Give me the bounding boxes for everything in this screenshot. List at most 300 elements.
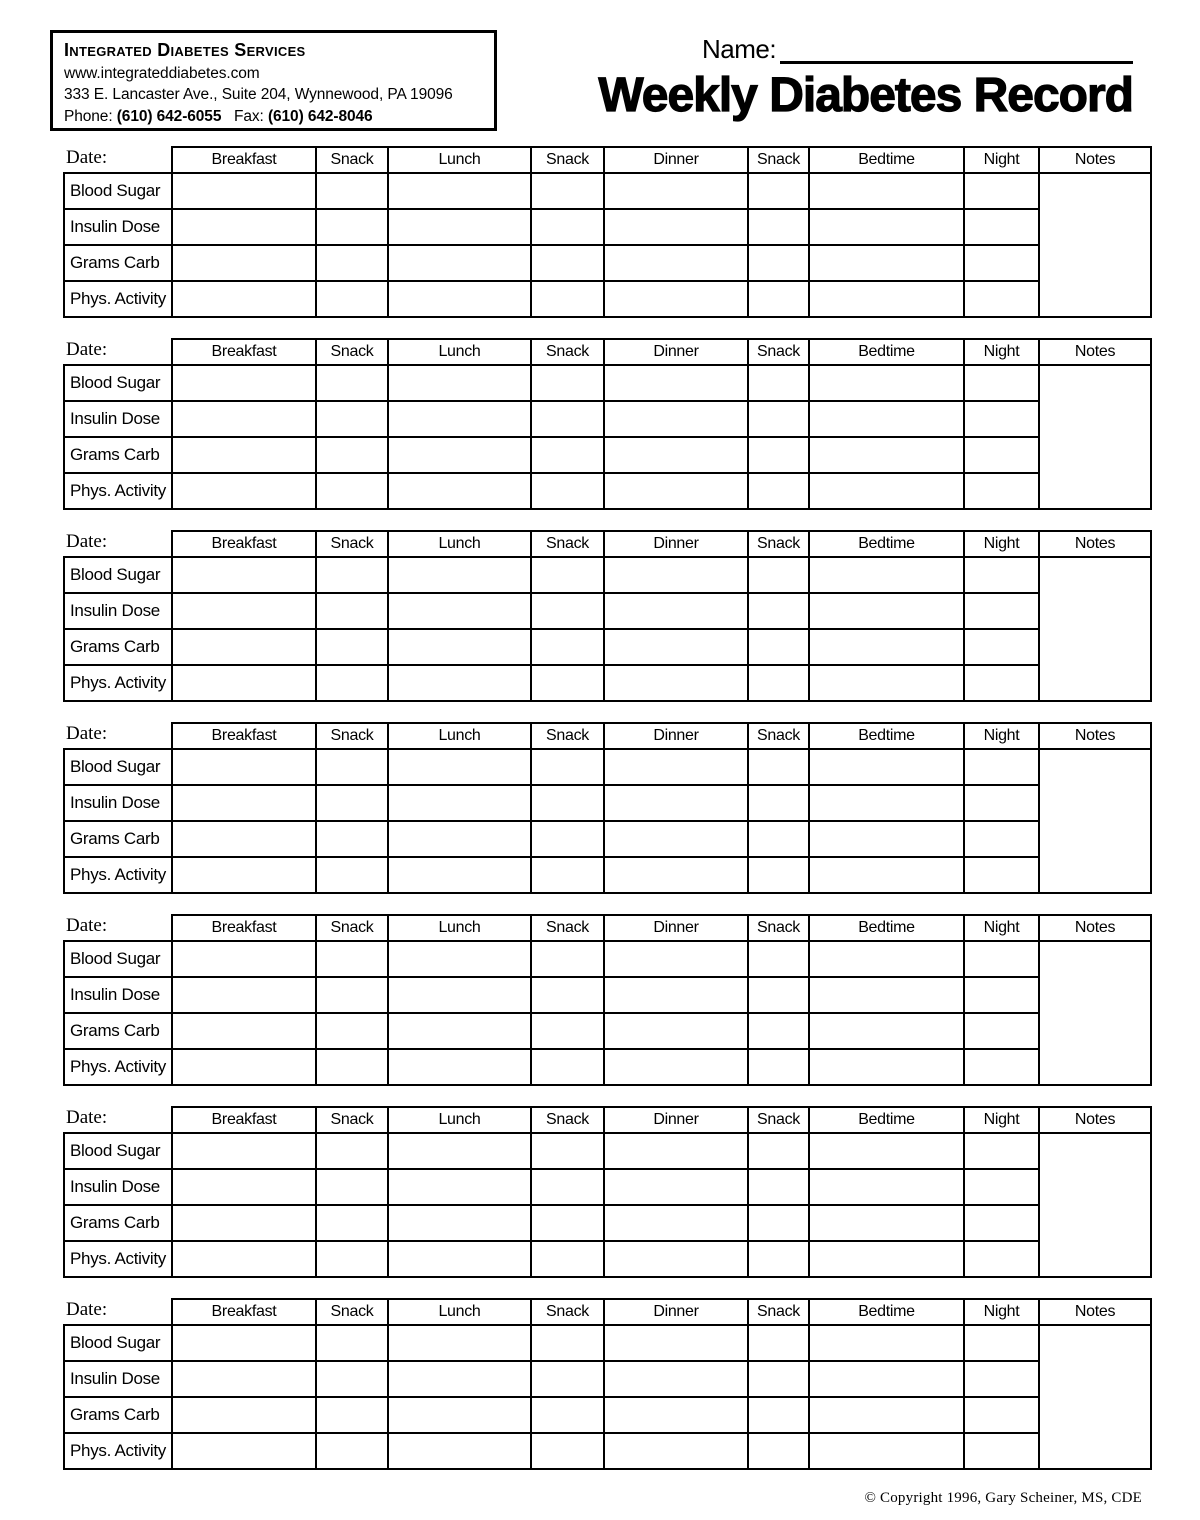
col-header-lunch: Lunch <box>388 1107 531 1133</box>
entry-cell-activity-bedtime[interactable] <box>809 857 964 893</box>
entry-cell-blood-sugar-snack-eve[interactable] <box>748 365 809 401</box>
org-info-box <box>50 30 497 131</box>
entry-cell-blood-sugar-bedtime[interactable] <box>809 941 964 977</box>
entry-cell-activity-snack-pm[interactable] <box>531 1049 604 1085</box>
entry-cell-carb-snack-eve[interactable] <box>748 1013 809 1049</box>
entry-cell-activity-night[interactable] <box>964 857 1039 893</box>
entry-cell-carb-lunch[interactable] <box>388 1013 531 1049</box>
entry-cell-blood-sugar-dinner[interactable] <box>604 749 748 785</box>
entry-cell-insulin-snack-eve[interactable] <box>748 401 809 437</box>
entry-cell-blood-sugar-snack-am[interactable] <box>316 1325 388 1361</box>
entry-cell-blood-sugar-snack-am[interactable] <box>316 941 388 977</box>
entry-cell-blood-sugar-lunch[interactable] <box>388 1133 531 1169</box>
col-header-bedtime: Bedtime <box>809 915 964 941</box>
col-header-notes: Notes <box>1039 531 1151 557</box>
row-label-blood-sugar: Blood Sugar <box>64 557 172 593</box>
date-label[interactable]: Date: <box>66 915 108 936</box>
entry-cell-activity-breakfast[interactable] <box>172 665 316 701</box>
entry-cell-activity-night[interactable] <box>964 281 1039 317</box>
col-header-notes: Notes <box>1039 1299 1151 1325</box>
entry-cell-blood-sugar-bedtime[interactable] <box>809 1325 964 1361</box>
entry-cell-activity-snack-am[interactable] <box>316 1049 388 1085</box>
entry-cell-insulin-snack-am[interactable] <box>316 401 388 437</box>
entry-cell-insulin-breakfast[interactable] <box>172 209 316 245</box>
entry-cell-insulin-dinner[interactable] <box>604 209 748 245</box>
col-header-bedtime: Bedtime <box>809 339 964 365</box>
entry-cell-carb-breakfast[interactable] <box>172 629 316 665</box>
entry-cell-activity-lunch[interactable] <box>388 281 531 317</box>
entry-cell-insulin-snack-pm[interactable] <box>531 593 604 629</box>
entry-cell-activity-dinner[interactable] <box>604 857 748 893</box>
entry-cell-activity-snack-am[interactable] <box>316 1433 388 1469</box>
row-label-blood-sugar: Blood Sugar <box>64 173 172 209</box>
entry-cell-carb-snack-am[interactable] <box>316 629 388 665</box>
entry-cell-insulin-snack-pm[interactable] <box>531 401 604 437</box>
entry-cell-activity-snack-am[interactable] <box>316 857 388 893</box>
entry-cell-insulin-snack-am[interactable] <box>316 209 388 245</box>
entry-cell-activity-dinner[interactable] <box>604 473 748 509</box>
entry-cell-carb-dinner[interactable] <box>604 821 748 857</box>
row-label-grams-carb: Grams Carb <box>64 1205 172 1241</box>
entry-cell-blood-sugar-night[interactable] <box>964 941 1039 977</box>
entry-cell-blood-sugar-breakfast[interactable] <box>172 1325 316 1361</box>
entry-cell-carb-bedtime[interactable] <box>809 245 964 281</box>
notes-cell[interactable] <box>1039 1325 1151 1469</box>
entry-cell-blood-sugar-snack-pm[interactable] <box>531 557 604 593</box>
entry-cell-insulin-snack-pm[interactable] <box>531 977 604 1013</box>
entry-cell-insulin-lunch[interactable] <box>388 977 531 1013</box>
entry-cell-insulin-breakfast[interactable] <box>172 593 316 629</box>
col-header-dinner: Dinner <box>604 915 748 941</box>
week-block-table <box>63 722 1152 894</box>
entry-cell-blood-sugar-bedtime[interactable] <box>809 173 964 209</box>
name-fill-line[interactable] <box>780 34 1133 64</box>
entry-cell-insulin-bedtime[interactable] <box>809 977 964 1013</box>
entry-cell-carb-snack-pm[interactable] <box>531 629 604 665</box>
entry-cell-activity-breakfast[interactable] <box>172 857 316 893</box>
entry-cell-insulin-snack-eve[interactable] <box>748 1361 809 1397</box>
entry-cell-activity-bedtime[interactable] <box>809 1049 964 1085</box>
entry-cell-carb-breakfast[interactable] <box>172 1205 316 1241</box>
col-header-snack-am: Snack <box>316 1299 388 1325</box>
entry-cell-blood-sugar-snack-pm[interactable] <box>531 749 604 785</box>
entry-cell-activity-night[interactable] <box>964 473 1039 509</box>
entry-cell-insulin-breakfast[interactable] <box>172 977 316 1013</box>
entry-cell-insulin-dinner[interactable] <box>604 401 748 437</box>
entry-cell-activity-lunch[interactable] <box>388 1049 531 1085</box>
col-header-dinner: Dinner <box>604 723 748 749</box>
col-header-snack-pm: Snack <box>531 531 604 557</box>
entry-cell-blood-sugar-night[interactable] <box>964 1133 1039 1169</box>
entry-cell-carb-night[interactable] <box>964 1397 1039 1433</box>
org-name: Integrated Diabetes Services <box>64 40 306 60</box>
entry-cell-carb-snack-pm[interactable] <box>531 1205 604 1241</box>
entry-cell-insulin-snack-pm[interactable] <box>531 785 604 821</box>
entry-cell-carb-dinner[interactable] <box>604 1013 748 1049</box>
entry-cell-carb-night[interactable] <box>964 437 1039 473</box>
col-header-night: Night <box>964 339 1039 365</box>
row-label-insulin-dose: Insulin Dose <box>64 977 172 1013</box>
entry-cell-insulin-night[interactable] <box>964 401 1039 437</box>
entry-cell-activity-bedtime[interactable] <box>809 281 964 317</box>
entry-cell-activity-snack-eve[interactable] <box>748 665 809 701</box>
entry-cell-blood-sugar-snack-pm[interactable] <box>531 365 604 401</box>
entry-cell-activity-breakfast[interactable] <box>172 1433 316 1469</box>
entry-cell-carb-snack-am[interactable] <box>316 821 388 857</box>
entry-cell-blood-sugar-breakfast[interactable] <box>172 557 316 593</box>
entry-cell-carb-breakfast[interactable] <box>172 437 316 473</box>
entry-cell-insulin-snack-am[interactable] <box>316 593 388 629</box>
entry-cell-activity-snack-eve[interactable] <box>748 1433 809 1469</box>
col-header-snack-pm: Snack <box>531 723 604 749</box>
entry-cell-activity-dinner[interactable] <box>604 665 748 701</box>
entry-cell-carb-dinner[interactable] <box>604 1205 748 1241</box>
row-label-phys-activity: Phys. Activity <box>64 1049 172 1085</box>
entry-cell-insulin-night[interactable] <box>964 209 1039 245</box>
entry-cell-insulin-lunch[interactable] <box>388 593 531 629</box>
entry-cell-insulin-snack-eve[interactable] <box>748 1169 809 1205</box>
entry-cell-insulin-breakfast[interactable] <box>172 1361 316 1397</box>
entry-cell-carb-snack-am[interactable] <box>316 437 388 473</box>
entry-cell-insulin-snack-pm[interactable] <box>531 1361 604 1397</box>
entry-cell-activity-snack-eve[interactable] <box>748 281 809 317</box>
entry-cell-carb-breakfast[interactable] <box>172 1397 316 1433</box>
entry-cell-activity-bedtime[interactable] <box>809 1241 964 1277</box>
notes-cell[interactable] <box>1039 749 1151 893</box>
entry-cell-carb-breakfast[interactable] <box>172 821 316 857</box>
col-header-snack-eve: Snack <box>748 1299 809 1325</box>
entry-cell-blood-sugar-night[interactable] <box>964 749 1039 785</box>
col-header-dinner: Dinner <box>604 1299 748 1325</box>
week-block-table <box>63 338 1152 510</box>
entry-cell-activity-breakfast[interactable] <box>172 1241 316 1277</box>
entry-cell-activity-snack-pm[interactable] <box>531 281 604 317</box>
entry-cell-insulin-snack-pm[interactable] <box>531 209 604 245</box>
entry-cell-insulin-night[interactable] <box>964 1169 1039 1205</box>
entry-cell-insulin-bedtime[interactable] <box>809 401 964 437</box>
entry-cell-carb-bedtime[interactable] <box>809 1397 964 1433</box>
entry-cell-blood-sugar-lunch[interactable] <box>388 557 531 593</box>
entry-cell-insulin-snack-eve[interactable] <box>748 209 809 245</box>
entry-cell-carb-snack-am[interactable] <box>316 1397 388 1433</box>
row-label-grams-carb: Grams Carb <box>64 1397 172 1433</box>
entry-cell-blood-sugar-snack-eve[interactable] <box>748 941 809 977</box>
entry-cell-insulin-lunch[interactable] <box>388 1169 531 1205</box>
entry-cell-blood-sugar-snack-am[interactable] <box>316 365 388 401</box>
entry-cell-insulin-night[interactable] <box>964 977 1039 1013</box>
entry-cell-activity-snack-eve[interactable] <box>748 473 809 509</box>
entry-cell-activity-snack-am[interactable] <box>316 473 388 509</box>
entry-cell-insulin-bedtime[interactable] <box>809 209 964 245</box>
entry-cell-blood-sugar-bedtime[interactable] <box>809 365 964 401</box>
row-label-grams-carb: Grams Carb <box>64 437 172 473</box>
row-label-insulin-dose: Insulin Dose <box>64 401 172 437</box>
entry-cell-activity-breakfast[interactable] <box>172 473 316 509</box>
entry-cell-carb-bedtime[interactable] <box>809 629 964 665</box>
entry-cell-activity-snack-am[interactable] <box>316 1241 388 1277</box>
entry-cell-insulin-bedtime[interactable] <box>809 785 964 821</box>
entry-cell-carb-night[interactable] <box>964 245 1039 281</box>
entry-cell-blood-sugar-dinner[interactable] <box>604 557 748 593</box>
entry-cell-carb-lunch[interactable] <box>388 1205 531 1241</box>
col-header-snack-am: Snack <box>316 147 388 173</box>
entry-cell-insulin-lunch[interactable] <box>388 401 531 437</box>
notes-cell[interactable] <box>1039 941 1151 1085</box>
entry-cell-blood-sugar-snack-eve[interactable] <box>748 557 809 593</box>
entry-cell-blood-sugar-snack-eve[interactable] <box>748 749 809 785</box>
entry-cell-blood-sugar-breakfast[interactable] <box>172 749 316 785</box>
col-header-snack-pm: Snack <box>531 1299 604 1325</box>
entry-cell-activity-snack-am[interactable] <box>316 281 388 317</box>
entry-cell-carb-bedtime[interactable] <box>809 1013 964 1049</box>
col-header-snack-pm: Snack <box>531 1107 604 1133</box>
col-header-notes: Notes <box>1039 915 1151 941</box>
entry-cell-insulin-lunch[interactable] <box>388 785 531 821</box>
col-header-breakfast: Breakfast <box>172 1299 316 1325</box>
entry-cell-carb-lunch[interactable] <box>388 1397 531 1433</box>
col-header-night: Night <box>964 147 1039 173</box>
entry-cell-blood-sugar-snack-am[interactable] <box>316 749 388 785</box>
name-row <box>702 34 1133 64</box>
entry-cell-insulin-night[interactable] <box>964 593 1039 629</box>
entry-cell-carb-snack-eve[interactable] <box>748 437 809 473</box>
entry-cell-blood-sugar-snack-pm[interactable] <box>531 941 604 977</box>
entry-cell-activity-night[interactable] <box>964 1241 1039 1277</box>
week-block-table <box>63 914 1152 1086</box>
entry-cell-insulin-breakfast[interactable] <box>172 401 316 437</box>
entry-cell-activity-snack-am[interactable] <box>316 665 388 701</box>
entry-cell-activity-snack-eve[interactable] <box>748 857 809 893</box>
date-label[interactable]: Date: <box>66 339 108 360</box>
entry-cell-carb-night[interactable] <box>964 629 1039 665</box>
entry-cell-carb-snack-pm[interactable] <box>531 821 604 857</box>
entry-cell-insulin-night[interactable] <box>964 1361 1039 1397</box>
col-header-lunch: Lunch <box>388 531 531 557</box>
entry-cell-blood-sugar-dinner[interactable] <box>604 1325 748 1361</box>
fax-label: Fax: <box>233 107 264 125</box>
col-header-dinner: Dinner <box>604 1107 748 1133</box>
entry-cell-carb-breakfast[interactable] <box>172 245 316 281</box>
entry-cell-carb-lunch[interactable] <box>388 629 531 665</box>
entry-cell-carb-lunch[interactable] <box>388 437 531 473</box>
entry-cell-carb-snack-am[interactable] <box>316 1013 388 1049</box>
entry-cell-carb-night[interactable] <box>964 1205 1039 1241</box>
phone-number: (610) 642-6055 <box>116 107 222 125</box>
col-header-notes: Notes <box>1039 723 1151 749</box>
entry-cell-activity-breakfast[interactable] <box>172 281 316 317</box>
notes-cell[interactable] <box>1039 365 1151 509</box>
entry-cell-carb-night[interactable] <box>964 1013 1039 1049</box>
entry-cell-carb-snack-am[interactable] <box>316 1205 388 1241</box>
entry-cell-activity-dinner[interactable] <box>604 1241 748 1277</box>
entry-cell-activity-lunch[interactable] <box>388 665 531 701</box>
entry-cell-blood-sugar-bedtime[interactable] <box>809 1133 964 1169</box>
entry-cell-activity-dinner[interactable] <box>604 1049 748 1085</box>
entry-cell-activity-snack-eve[interactable] <box>748 1241 809 1277</box>
date-label[interactable]: Date: <box>66 531 108 552</box>
entry-cell-carb-lunch[interactable] <box>388 821 531 857</box>
row-label-grams-carb: Grams Carb <box>64 821 172 857</box>
fax-number: (610) 642-8046 <box>267 107 373 125</box>
row-label-phys-activity: Phys. Activity <box>64 281 172 317</box>
entry-cell-insulin-night[interactable] <box>964 785 1039 821</box>
date-label[interactable]: Date: <box>66 1299 108 1320</box>
entry-cell-activity-dinner[interactable] <box>604 1433 748 1469</box>
entry-cell-insulin-snack-eve[interactable] <box>748 593 809 629</box>
week-block-table <box>63 146 1152 318</box>
entry-cell-activity-night[interactable] <box>964 665 1039 701</box>
entry-cell-blood-sugar-snack-pm[interactable] <box>531 173 604 209</box>
entry-cell-insulin-dinner[interactable] <box>604 593 748 629</box>
entry-cell-blood-sugar-breakfast[interactable] <box>172 365 316 401</box>
entry-cell-carb-night[interactable] <box>964 821 1039 857</box>
date-label[interactable]: Date: <box>66 1107 108 1128</box>
col-header-snack-eve: Snack <box>748 723 809 749</box>
entry-cell-insulin-bedtime[interactable] <box>809 593 964 629</box>
entry-cell-carb-snack-am[interactable] <box>316 245 388 281</box>
entry-cell-blood-sugar-dinner[interactable] <box>604 941 748 977</box>
entry-cell-blood-sugar-snack-am[interactable] <box>316 557 388 593</box>
entry-cell-blood-sugar-lunch[interactable] <box>388 749 531 785</box>
entry-cell-carb-snack-eve[interactable] <box>748 629 809 665</box>
entry-cell-blood-sugar-snack-am[interactable] <box>316 173 388 209</box>
entry-cell-carb-dinner[interactable] <box>604 437 748 473</box>
entry-cell-carb-snack-eve[interactable] <box>748 1397 809 1433</box>
entry-cell-activity-night[interactable] <box>964 1049 1039 1085</box>
entry-cell-blood-sugar-lunch[interactable] <box>388 941 531 977</box>
entry-cell-activity-lunch[interactable] <box>388 857 531 893</box>
entry-cell-blood-sugar-bedtime[interactable] <box>809 557 964 593</box>
entry-cell-blood-sugar-night[interactable] <box>964 365 1039 401</box>
row-label-grams-carb: Grams Carb <box>64 245 172 281</box>
notes-cell[interactable] <box>1039 557 1151 701</box>
entry-cell-carb-dinner[interactable] <box>604 629 748 665</box>
entry-cell-insulin-snack-eve[interactable] <box>748 977 809 1013</box>
row-label-blood-sugar: Blood Sugar <box>64 941 172 977</box>
entry-cell-blood-sugar-breakfast[interactable] <box>172 1133 316 1169</box>
col-header-breakfast: Breakfast <box>172 723 316 749</box>
entry-cell-blood-sugar-snack-eve[interactable] <box>748 1325 809 1361</box>
col-header-lunch: Lunch <box>388 723 531 749</box>
date-label[interactable]: Date: <box>66 147 108 168</box>
entry-cell-insulin-dinner[interactable] <box>604 785 748 821</box>
entry-cell-activity-night[interactable] <box>964 1433 1039 1469</box>
entry-cell-insulin-dinner[interactable] <box>604 1361 748 1397</box>
entry-cell-activity-snack-pm[interactable] <box>531 665 604 701</box>
entry-cell-blood-sugar-breakfast[interactable] <box>172 941 316 977</box>
entry-cell-blood-sugar-breakfast[interactable] <box>172 173 316 209</box>
entry-cell-activity-snack-pm[interactable] <box>531 1241 604 1277</box>
entry-cell-insulin-breakfast[interactable] <box>172 1169 316 1205</box>
col-header-notes: Notes <box>1039 339 1151 365</box>
entry-cell-carb-snack-pm[interactable] <box>531 1397 604 1433</box>
entry-cell-activity-dinner[interactable] <box>604 281 748 317</box>
entry-cell-activity-snack-pm[interactable] <box>531 1433 604 1469</box>
entry-cell-insulin-snack-pm[interactable] <box>531 1169 604 1205</box>
entry-cell-carb-bedtime[interactable] <box>809 437 964 473</box>
entry-cell-carb-snack-pm[interactable] <box>531 437 604 473</box>
entry-cell-blood-sugar-snack-eve[interactable] <box>748 173 809 209</box>
entry-cell-carb-snack-pm[interactable] <box>531 1013 604 1049</box>
entry-cell-insulin-lunch[interactable] <box>388 209 531 245</box>
entry-cell-carb-snack-eve[interactable] <box>748 1205 809 1241</box>
entry-cell-blood-sugar-bedtime[interactable] <box>809 749 964 785</box>
entry-cell-activity-snack-pm[interactable] <box>531 473 604 509</box>
entry-cell-carb-snack-eve[interactable] <box>748 821 809 857</box>
entry-cell-blood-sugar-dinner[interactable] <box>604 365 748 401</box>
entry-cell-blood-sugar-lunch[interactable] <box>388 365 531 401</box>
date-label[interactable]: Date: <box>66 723 108 744</box>
col-header-snack-am: Snack <box>316 531 388 557</box>
entry-cell-insulin-dinner[interactable] <box>604 977 748 1013</box>
entry-cell-insulin-bedtime[interactable] <box>809 1169 964 1205</box>
col-header-notes: Notes <box>1039 147 1151 173</box>
entry-cell-activity-lunch[interactable] <box>388 1433 531 1469</box>
entry-cell-insulin-breakfast[interactable] <box>172 785 316 821</box>
entry-cell-carb-bedtime[interactable] <box>809 1205 964 1241</box>
entry-cell-insulin-snack-am[interactable] <box>316 1361 388 1397</box>
entry-cell-blood-sugar-snack-am[interactable] <box>316 1133 388 1169</box>
entry-cell-insulin-bedtime[interactable] <box>809 1361 964 1397</box>
row-label-insulin-dose: Insulin Dose <box>64 593 172 629</box>
notes-cell[interactable] <box>1039 173 1151 317</box>
entry-cell-activity-lunch[interactable] <box>388 1241 531 1277</box>
entry-cell-activity-bedtime[interactable] <box>809 473 964 509</box>
col-header-dinner: Dinner <box>604 339 748 365</box>
entry-cell-carb-lunch[interactable] <box>388 245 531 281</box>
entry-cell-carb-dinner[interactable] <box>604 245 748 281</box>
entry-cell-blood-sugar-dinner[interactable] <box>604 1133 748 1169</box>
week-block-table <box>63 1106 1152 1278</box>
entry-cell-carb-dinner[interactable] <box>604 1397 748 1433</box>
entry-cell-activity-bedtime[interactable] <box>809 665 964 701</box>
entry-cell-carb-snack-pm[interactable] <box>531 245 604 281</box>
entry-cell-blood-sugar-snack-pm[interactable] <box>531 1133 604 1169</box>
row-label-insulin-dose: Insulin Dose <box>64 785 172 821</box>
entry-cell-insulin-snack-eve[interactable] <box>748 785 809 821</box>
entry-cell-activity-breakfast[interactable] <box>172 1049 316 1085</box>
entry-cell-blood-sugar-snack-eve[interactable] <box>748 1133 809 1169</box>
entry-cell-blood-sugar-night[interactable] <box>964 173 1039 209</box>
entry-cell-activity-lunch[interactable] <box>388 473 531 509</box>
entry-cell-insulin-lunch[interactable] <box>388 1361 531 1397</box>
entry-cell-blood-sugar-lunch[interactable] <box>388 173 531 209</box>
entry-cell-carb-bedtime[interactable] <box>809 821 964 857</box>
entry-cell-insulin-dinner[interactable] <box>604 1169 748 1205</box>
phone-label: Phone: <box>64 107 113 125</box>
entry-cell-activity-snack-pm[interactable] <box>531 857 604 893</box>
entry-cell-blood-sugar-night[interactable] <box>964 557 1039 593</box>
row-label-blood-sugar: Blood Sugar <box>64 749 172 785</box>
entry-cell-blood-sugar-night[interactable] <box>964 1325 1039 1361</box>
entry-cell-carb-snack-eve[interactable] <box>748 245 809 281</box>
entry-cell-activity-bedtime[interactable] <box>809 1433 964 1469</box>
entry-cell-blood-sugar-lunch[interactable] <box>388 1325 531 1361</box>
row-label-grams-carb: Grams Carb <box>64 1013 172 1049</box>
entry-cell-blood-sugar-dinner[interactable] <box>604 173 748 209</box>
notes-cell[interactable] <box>1039 1133 1151 1277</box>
entry-cell-activity-snack-eve[interactable] <box>748 1049 809 1085</box>
entry-cell-insulin-snack-am[interactable] <box>316 1169 388 1205</box>
row-label-blood-sugar: Blood Sugar <box>64 1133 172 1169</box>
col-header-snack-pm: Snack <box>531 915 604 941</box>
entry-cell-insulin-snack-am[interactable] <box>316 977 388 1013</box>
col-header-breakfast: Breakfast <box>172 147 316 173</box>
entry-cell-blood-sugar-snack-pm[interactable] <box>531 1325 604 1361</box>
col-header-bedtime: Bedtime <box>809 1299 964 1325</box>
entry-cell-carb-breakfast[interactable] <box>172 1013 316 1049</box>
entry-cell-insulin-snack-am[interactable] <box>316 785 388 821</box>
